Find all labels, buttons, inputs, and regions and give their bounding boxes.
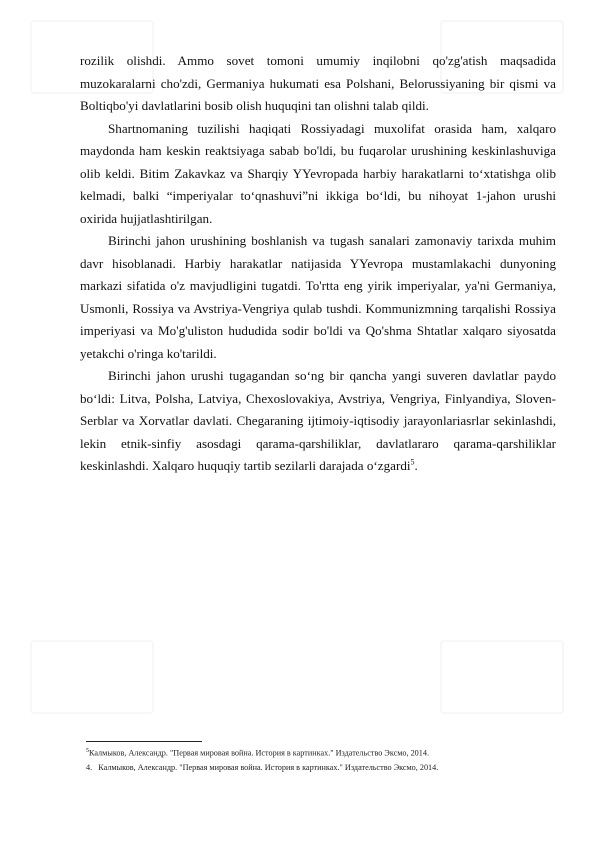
footnote-1: [86, 748, 429, 758]
paragraph-2: Shartnomaning tuzilishi haqiqati Rossiyadagi muxolifat orasida ham, xalqaro maydonda ham keskin reaktsiyaga sabab bo'ldi, bu fuqarolar urushining keskinlashuviga olib keldi. Bitim Zakavkaz va Sharqiy YYevropada harbiy harakatlarni toʻxtatishga olib kelmadi, balki “imperiyalar toʻqnashuvi”ni ikkiga boʻldi, bu nihoyat 1-jahon urushi oxirida hujjatlashtirilgan.: [80, 120, 556, 226]
footnote-marker: 5: [86, 748, 89, 754]
watermark-decoration: [30, 640, 154, 714]
footnote-separator: [86, 741, 202, 742]
paragraph-3: Birinchi jahon urushining boshlanish va tugash sanalari zamonaviy tarixda muhim davr hisoblanadi. Harbiy harakatlar natijasida YYevropa mustamlakachi dunyoning markazi sifatida o'z mavjudligini tugatdi. To'rtta eng yirik imperiyalar, ya'ni Germaniya, Usmonli, Rossiya va Avstriya-Vengriya qulab tushdi. Kommunizmning tarqalishi Rossiya imperiyasi va Mo'g'uliston hududida sodir bo'ldi va Qo'shma Shtatlar xalqaro siyosatda yetakchi o'ringa ko'tarildi.: [80, 233, 556, 361]
paragraph-4: Birinchi jahon urushi tugagandan soʻng bir qancha yangi suveren davlatlar paydo boʻldi: Litva, Polsha, Latviya, Chexoslovakiya, Avstriya, Vengriya, Finlyandiya, Sloven-Serblar va Xorvatlar davlati. Chegaraning ijtimoiy-iqtisodiy jarayonlariasrlar sekinlashdi, lekin etnik-sinfiy asosdagi qarama-qarshiliklar, davlatlararo qarama-qarshiliklar keskinlashdi. Xalqaro huquqiy tartib sezilarli darajada oʻzgardi$^5$.: [80, 368, 556, 473]
footnote-marker: 4.: [86, 763, 93, 772]
footnote-text: Калмыков, Александр. "Первая мировая война. История в картинках." Издательство Эксмо, 2014.: [98, 763, 439, 772]
footnote-2: [86, 763, 438, 772]
footnote-reference[interactable]: 5: [410, 457, 415, 467]
paragraph-1: rozilik olishdi. Ammo sovet tomoni umumiy inqilobni qo'zg'atish maqsadida muzokaralarni cho'zdi, Germaniya hukumati esa Polshani, Belorussiyaning bir qismi va Boltiqbo'yi davlatlarini bosib olish huquqini tan olishni talab qildi.: [80, 53, 556, 113]
watermark-decoration: [440, 640, 564, 714]
document-body: [80, 50, 556, 478]
footnote-text: Калмыков, Александр. "Первая мировая война. История в картинках." Издательство Эксмо, 2014.: [89, 748, 430, 758]
paragraph-4-text: Birinchi jahon urushi tugagandan soʻng bir qancha yangi suveren davlatlar paydo boʻldi: Litva, Polsha, Latviya, Chexoslovakiya, Avstriya, Vengriya, Finlyandiya, Sloven-Serblar va Xorvatlar davlati. Chegaraning ijtimoiy-iqtisodiy jarayonlariasrlar sekinlashdi, lekin etnik-sinfiy asosdagi qarama-qarshiliklar, davlatlararo qarama-qarshiliklar keskinlashdi. Xalqaro huquqiy tartib sezilarli darajada oʻzgardi: [80, 368, 556, 473]
